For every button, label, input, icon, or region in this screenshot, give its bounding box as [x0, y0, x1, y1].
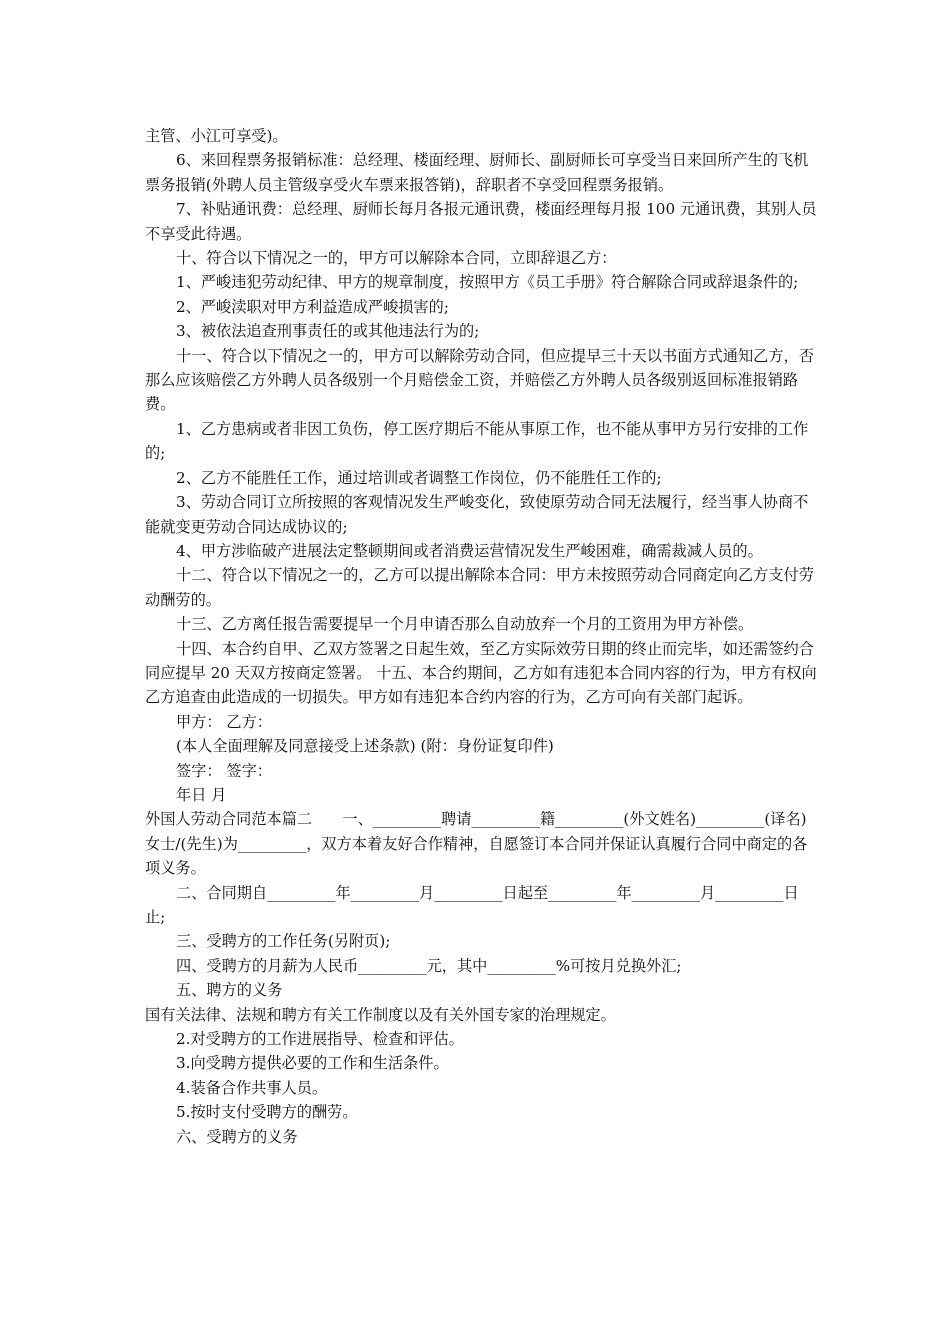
employer-obligation-3: 3.向受聘方提供必要的工作和生活条件。 [176, 1054, 449, 1073]
work-tasks: 三、受聘方的工作任务(另附页); [176, 932, 391, 951]
paragraph-15: 十四、本合约自甲、乙双方签署之日起生效，至乙方实际效劳日期的终止而完毕，如还需签约合同应提早 20 天双方按商定签署。 十五、本合约期间，乙方如有违犯本合同内容的行为，甲方有权向乙方追查由此造成的一切损失。甲方如有违犯本合约内容的行为，乙方可向有关部门起诉。 [145, 639, 817, 707]
paragraph-2: 6、来回程票务报销标准：总经理、楼面经理、厨师长、副厨师长可享受当日来回所产生的飞机票务报销(外聘人员主管级享受火车票来报答销)，辞职者不享受回程票务报销。 [145, 151, 809, 194]
monthly-salary: 四、受聘方的月薪为人民币_________元，其中_________%可按月兑换外汇; [176, 956, 682, 975]
paragraph-14: 十三、乙方离任报告需要提早一个月申请否那么自动放弃一个月的工资用为甲方补偿。 [176, 615, 754, 634]
paragraph-5: 1、严峻违犯劳动纪律、甲方的规章制度，按照甲方《员工手册》符合解除合同或辞退条件的; [176, 273, 799, 292]
signature-lines: 签字： 签字： [176, 761, 272, 780]
document-body [145, 124, 817, 1149]
paragraph-10: 2、乙方不能胜任工作，通过培训或者调整工作岗位，仍不能胜任工作的; [176, 468, 662, 487]
paragraph-12: 4、甲方涉临破产进展法定整顿期间或者消费运营情况发生严峻困难，确需裁减人员的。 [176, 541, 763, 560]
paragraph-13: 十二、符合以下情况之一的，乙方可以提出解除本合同：甲方未按照劳动合同商定向乙方支付劳动酬劳的。 [145, 566, 814, 609]
paragraph-3: 7、补贴通讯费：总经理、厨师长每月各报元通讯费，楼面经理每月报 100 元通讯费，其别人员不享受此待遇。 [145, 200, 817, 243]
employer-obligation-5: 5.按时支付受聘方的酬劳。 [176, 1103, 358, 1122]
paragraph-6: 2、严峻渎职对甲方利益造成严峻损害的; [176, 297, 449, 316]
contract-two-heading: 外国人劳动合同范本篇二 一、_________聘请_________籍_________(外文姓名)_________(译名)女士/(先生)为_________，双方本着友好合作精神，自愿签订本合同并保证认真履行合同中商定的各项义务。 [145, 810, 808, 878]
paragraph-9: 1、乙方患病或者非因工负伤，停工医疗期后不能从事原工作，也不能从事甲方另行安排的工作的; [145, 419, 809, 463]
paragraph-1: 主管、小江可享受)。 [145, 127, 288, 145]
employer-obligation-4: 4.装备合作共事人员。 [176, 1078, 328, 1097]
paragraph-11: 3、劳动合同订立所按照的客观情况发生严峻变化，致使原劳动合同无法履行，经当事人协商不能就变更劳动合同达成协议的; [145, 493, 809, 536]
signature-date: 年日 月 [176, 785, 227, 804]
contract-term: 二、合同期自_________年_________月_________日起至_________年_________月_________日止; [145, 883, 799, 926]
employee-obligations-heading: 六、受聘方的义务 [176, 1127, 298, 1146]
signature-note: (本人全面理解及同意接受上述条款) (附：身份证复印件) [176, 737, 554, 756]
paragraph-8: 十一、符合以下情况之一的，甲方可以解除劳动合同，但应提早三十天以书面方式通知乙方，否那么应该赔偿乙方外聘人员各级别一个月赔偿金工资，并赔偿乙方外聘人员各级别返回标准报销路费。 [145, 346, 814, 414]
signature-parties: 甲方： 乙方： [176, 712, 272, 731]
employer-obligations-heading: 五、聘方的义务 [176, 981, 283, 1000]
employer-obligation-1: 国有关法律、法规和聘方有关工作制度以及有关外国专家的治理规定。 [145, 1005, 616, 1024]
paragraph-4: 十、符合以下情况之一的，甲方可以解除本合同，立即辞退乙方： [176, 249, 617, 268]
employer-obligation-2: 2.对受聘方的工作进展指导、检查和评估。 [176, 1030, 464, 1049]
paragraph-7: 3、被依法追查刑事责任的或其他违法行为的; [176, 322, 480, 341]
